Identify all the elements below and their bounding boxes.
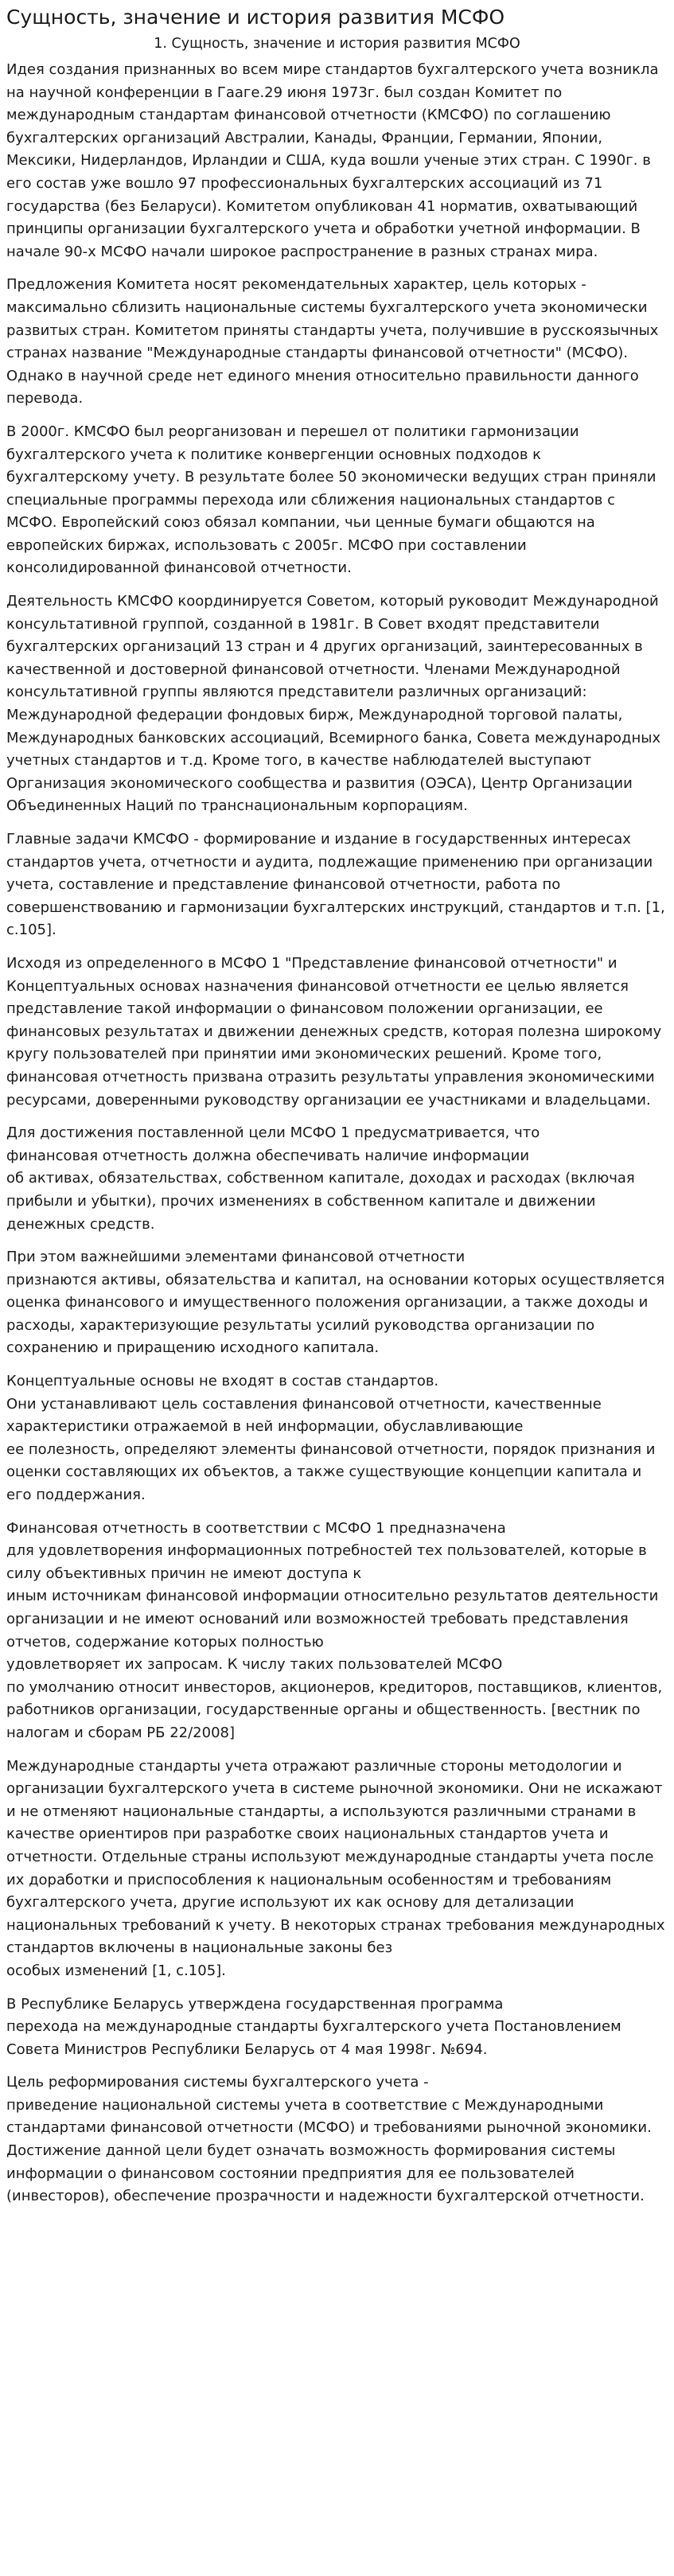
paragraph-8: При этом важнейшими элементами финансовой отчетности признаются активы, обязательства и капитал, на основании которых осуществляется оценка финансового и имущественного положения организации, а также доходы и расходы, характеризующие результаты усилий руководства организации по сохранению и приращению исходного капитала. — [6, 1249, 665, 1357]
paragraph-1: Идея создания признанных во всем мире стандартов бухгалтерского учета возникла на научной конференции в Гааге.29 июня 1973г. был создан Комитет по международным стандартам финансовой отчетности (КМСФО) по соглашению бухгалтерских организаций Австралии, Канады, Франции, Германии, Японии, Мексики, Нидерландов, Ирландии и США, куда вошли ученые этих стран. С 1990г. в его состав уже вошло 97 профессиональных бухгалтерских ассоциаций из 71 государства (без Беларуси). Комитетом опубликован 41 норматив, охватывающий принципы организации бухгалтерского учета и обработки учетной информации. В начале 90-х МСФО начали широкое распространение в разных странах мира. — [6, 61, 659, 260]
page-title: Сущность, значение и история развития МСФО — [6, 6, 505, 29]
paragraph-10: Финансовая отчетность в соответствии с МСФО 1 предназначена для удовлетворения информационных потребностей тех пользователей, которые в силу объективных причин не имеют доступа к иным источникам финансовой информации относительно результатов деятельности организации и не имеют оснований или возможностей требовать представления отчетов, содержание которых полностью удовлетворяет их запросам. К числу таких пользователей МСФО по умолчанию относит инвесторов, акционеров, кредиторов, поставщиков, клиентов, работников организации, государственные органы и общественность. [вестник по налогам и сборам РБ 22/2008] — [6, 1519, 663, 1741]
paragraph-3: В 2000г. КМСФО был реорганизован и перешел от политики гармонизации бухгалтерского учета к политике конвергенции основных подходов к бухгалтерскому учету. В результате более 50 экономически ведущих стран приняли специальные программы перехода или сближения национальных стандартов с МСФО. Европейский союз обязал компании, чьи ценные бумаги общаются на европейских биржах, использовать с 2005г. МСФО при составлении консолидированной финансовой отчетности. — [6, 423, 656, 577]
paragraph-13: Цель реформирования системы бухгалтерского учета - приведение национальной системы учета в соответствие с Международными стандартами финансовой отчетности (МСФО) и требованиями рыночной экономики. Достижение данной цели будет означать возможность формирования системы информации о финансовом состоянии предприятия для ее пользователей (инвесторов), обеспечение прозрачности и надежности бухгалтерской отчетности. — [6, 2074, 652, 2205]
section-heading: 1. Сущность, значение и история развития МСФО — [154, 36, 520, 52]
paragraph-7: Для достижения поставленной цели МСФО 1 предусматривается, что финансовая отчетность должна обеспечивать наличие информации об активах, обязательствах, собственном капитале, доходах и расходах (включая прибыли и убытки), прочих изменениях в собственном капитале и движении денежных средств. — [6, 1124, 635, 1233]
paragraph-4: Деятельность КМСФО координируется Советом, который руководит Международной консультативной группой, созданной в 1981г. В Совет входят представители бухгалтерских организаций 13 стран и 4 других организаций, заинтересованных в качественной и достоверной финансовой отчетности. Членами Международной консультативной группы являются представители различных организаций: Международной федерации фондовых бирж, Международной торговой палаты, Международных банковских ассоциаций, Всемирного банка, Совета международных учетных стандартов и т.д. Кроме того, в качестве наблюдателей выступают Организация экономического сообщества и развития (ОЭСА), Центр Организации Объединенных Наций по транснациональным корпорациям. — [6, 593, 661, 815]
paragraph-9: Концептуальные основы не входят в состав стандартов. Они устанавливают цель составления финансовой отчетности, качественные характеристики отражаемой в ней информации, обуславливающие ее полезность, определяют элементы финансовой отчетности, порядок признания и оценки составляющих их объектов, а также существующие концепции капитала и его поддержания. — [6, 1373, 656, 1504]
paragraph-5: Главные задачи КМСФО - формирование и издание в государственных интересах стандартов учета, отчетности и аудита, подлежащие применению при организации учета, составление и представление финансовой отчетности, работа по совершенствованию и гармонизации бухгалтерских инструкций, стандартов и т.п. [1, c.105]. — [6, 831, 665, 939]
paragraph-11: Международные стандарты учета отражают различные стороны методологии и организации бухгалтерского учета в системе рыночной экономики. Они не искажают и не отменяют национальные стандарты, а используются различными странами в качестве ориентиров при разработке своих национальных стандартов учета и отчетности. Отдельные страны используют международные стандарты учета после их доработки и приспособления к национальным особенностям и требованиям бухгалтерского учета, другие используют их как основу для детализации национальных требований к учету. В некоторых странах требования международных стандартов включены в национальные законы без особых изменений [1, c.105]. — [6, 1757, 665, 1979]
paragraph-12: В Республике Беларусь утверждена государственная программа перехода на международные стандарты бухгалтерского учета Постановлением Совета Министров Республики Беларусь от 4 мая 1998г. №694. — [6, 1995, 621, 2058]
paragraph-2: Предложения Комитета носят рекомендательных характер, цель которых - максимально сблизить национальные системы бухгалтерского учета экономически развитых стран. Комитетом приняты стандарты учета, получившие в русскоязычных странах название "Международные стандарты финансовой отчетности" (МСФО). Однако в научной среде нет единого мнения относительно правильности данного перевода. — [6, 276, 659, 407]
paragraph-6: Исходя из определенного в МСФО 1 "Представление финансовой отчетности" и Концептуальных основах назначения финансовой отчетности ее целью является представление такой информации о финансовом положении организации, ее финансовых результатах и движении денежных средств, которая полезна широкому кругу пользователей при принятии ими экономических решений. Кроме того, финансовая отчетность призвана отразить результаты управления экономическими ресурсами, доверенными руководству организации ее участниками и владельцами. — [6, 954, 662, 1109]
